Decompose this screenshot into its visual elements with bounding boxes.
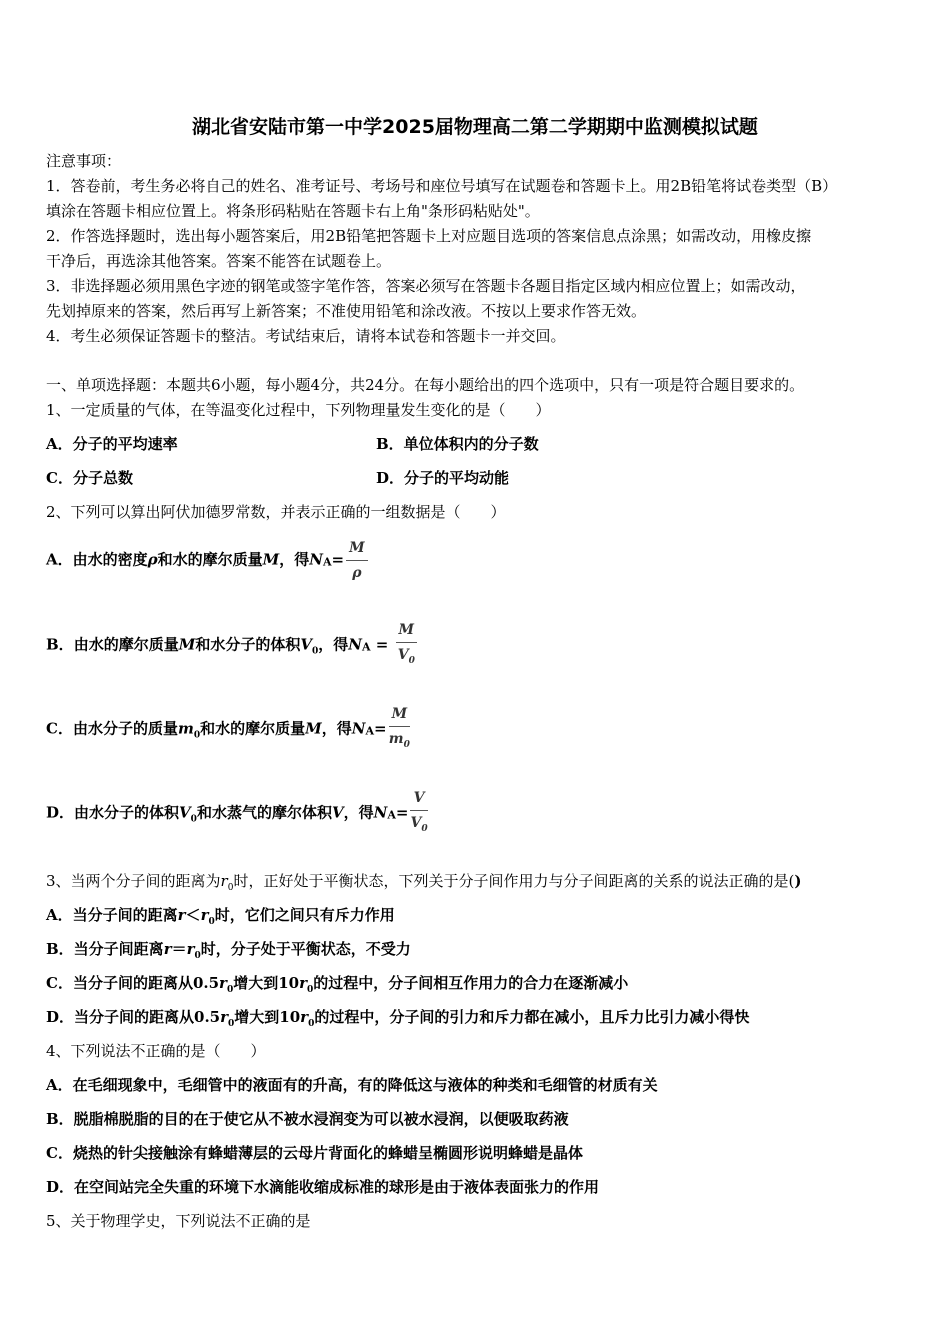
fraction: $\frac{M}{V_0}$ — [396, 620, 418, 671]
q1-option-c: C．分子总数 — [46, 469, 133, 487]
fraction: $\frac{V}{V_0}$ — [410, 790, 428, 834]
q3-option-c: C．当分子间的距离从$0.5r_0$增大到$10r_0$的过程中，分子间相互作用力的合力在逐渐减小 — [46, 974, 629, 995]
question-1-stem: 1、一定质量的气体，在等温变化过程中，下列物理量发生变化的是（ ） — [46, 401, 551, 419]
q3-option-d: D．当分子间的距离从$0.5r_0$增大到$10r_0$的过程中，分子间的引力和斥力都在减小，且斥力比引力减小得快 — [46, 1008, 750, 1029]
notice-line: 4．考生必须保证答题卡的整洁。考试结束后，请将本试卷和答题卡一并交回。 — [46, 327, 566, 345]
q2-option-a: A．由水的密度ρ和水的摩尔质量M，得NA= $\frac{M}{\rho}$ — [46, 538, 368, 583]
question-3-stem: 3、当两个分子间的距离为$r_0$时，正好处于平衡状态，下列关于分子间作用力与分子间距离的关系的说法正确的是() — [46, 872, 802, 893]
notice-line: 干净后，再选涂其他答案。答案不能答在试题卷上。 — [46, 252, 392, 270]
notice-line: 2．作答选择题时，选出每小题答案后，用2B铅笔把答题卡上对应题目选项的答案信息点涂黑；如需改动，用橡皮擦 — [46, 227, 812, 245]
q3-option-b: B．当分子间距离$r=r_0$时，分子处于平衡状态，不受力 — [46, 940, 411, 961]
q4-option-a: A．在毛细现象中，毛细管中的液面有的升高，有的降低这与液体的种类和毛细管的材质有关 — [46, 1076, 658, 1094]
q2-option-d: D．由水分子的体积$V_0$和水蒸气的摩尔体积V，得NA= $\frac{V}{V_0}$ — [46, 788, 428, 839]
question-5-stem: 5、关于物理学史，下列说法不正确的是 — [46, 1212, 311, 1230]
notice-line: 3．非选择题必须用黑色字迹的钢笔或签字笔作答，答案必须写在答题卡各题目指定区域内相应位置上；如需改动， — [46, 277, 806, 295]
q2-option-b: B．由水的摩尔质量M和水分子的体积$V_0$，得NA = $\frac{M}{V_0}$ — [46, 620, 417, 671]
notice-line: 填涂在答题卡相应位置上。将条形码粘贴在答题卡右上角"条形码粘贴处"。 — [46, 202, 540, 220]
section-heading: 一、单项选择题：本题共6小题，每小题4分，共24分。在每小题给出的四个选项中，只有一项是符合题目要求的。 — [46, 376, 805, 394]
notice-line: 先划掉原来的答案，然后再写上新答案；不准使用铅笔和涂改液。不按以上要求作答无效。 — [46, 302, 647, 320]
fraction: $\frac{M}{\rho}$ — [346, 538, 368, 583]
question-4-stem: 4、下列说法不正确的是（ ） — [46, 1042, 266, 1060]
fraction: $\frac{M}{m_0}$ — [388, 706, 410, 750]
q4-option-c: C．烧热的针尖接触涂有蜂蜡薄层的云母片背面化的蜂蜡呈椭圆形说明蜂蜡是晶体 — [46, 1144, 583, 1162]
q1-option-b: B．单位体积内的分子数 — [376, 435, 539, 453]
q4-option-d: D．在空间站完全失重的环境下水滴能收缩成标准的球形是由于液体表面张力的作用 — [46, 1178, 600, 1196]
q4-option-b: B．脱脂棉脱脂的目的在于使它从不被水浸润变为可以被水浸润，以便吸取药液 — [46, 1110, 569, 1128]
q1-option-a: A．分子的平均速率 — [46, 435, 178, 453]
q3-option-a: A．当分子间的距离$r<r_0$时，它们之间只有斥力作用 — [46, 906, 395, 927]
notice-heading: 注意事项： — [46, 152, 122, 170]
q1-option-d: D．分子的平均动能 — [376, 469, 510, 487]
notice-line: 1．答卷前，考生务必将自己的姓名、准考证号、考场号和座位号填写在试题卷和答题卡上。用2B铅笔将试卷类型（B） — [46, 177, 838, 195]
q2-option-c: C．由水分子的质量$m_0$和水的摩尔质量M，得NA= $\frac{M}{m_0}$ — [46, 704, 410, 755]
question-2-stem: 2、下列可以算出阿伏加德罗常数，并表示正确的一组数据是（ ） — [46, 503, 506, 521]
page-title: 湖北省安陆市第一中学2025届物理高二第二学期期中监测模拟试题 — [192, 116, 758, 138]
